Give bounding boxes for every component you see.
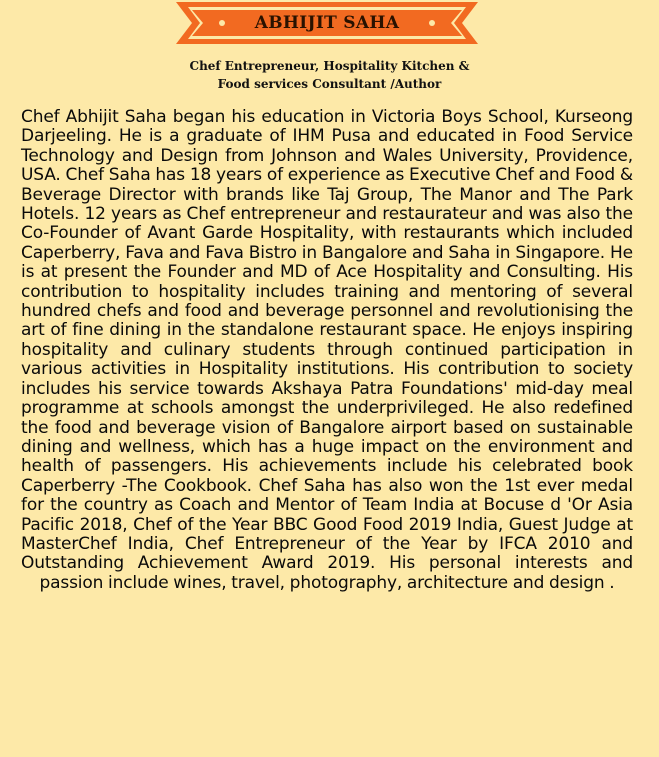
person-name: ABHIJIT SAHA (254, 13, 400, 33)
role-subtitle (0, 57, 659, 93)
role-line-2: Food services Consultant /Author (217, 77, 442, 91)
name-banner (176, 2, 478, 44)
biography-text: Chef Abhijit Saha began his education in Victoria Boys School, Kurseong Darjeeling. He is a graduate of IHM Pusa and educated in Food Service Technology and Design from Johnson and Wales University, Providence, USA. Chef Saha has 18 years of experience as Executive Chef and Food & Beverage Director with brands like Taj Group, The Manor and The Park Hotels. 12 years as Chef entrepreneur and restaurateur and was also the Co-Founder of Avant Garde Hospitality, with restaurants which included Caperberry, Fava and Fava Bistro in Bangalore and Saha in Singapore. He is at present the Founder and MD of Ace Hospitality and Consulting. His contribution to hospitality includes training and mentoring of several hundred chefs and food and beverage personnel and revolutionising the art of fine dining in the standalone restaurant space. He enjoys inspiring hospitality and culinary students through continued participation in various activities in Hospitality institutions. His contribution to society includes his service towards Akshaya Patra Foundations' mid-day meal programme at schools amongst the underprivileged. He also redefined the food and beverage vision of Bangalore airport based on sustainable dining and wellness, which has a huge impact on the environment and health of passengers. His achievements include his celebrated book Caperberry -The Cookbook. Chef Saha has also won the 1st ever medal for the country as Coach and Mentor of Team India at Bocuse d 'Or Asia Pacific 2018, Chef of the Year BBC Good Food 2019 India, Guest Judge at MasterChef India, Chef Entrepreneur of the Year by IFCA 2010 and Outstanding Achievement Award 2019. His personal interests and passion include wines, travel, photography, architecture and design . (21, 107, 633, 593)
role-line-1: Chef Entrepreneur, Hospitality Kitchen & (189, 59, 470, 73)
